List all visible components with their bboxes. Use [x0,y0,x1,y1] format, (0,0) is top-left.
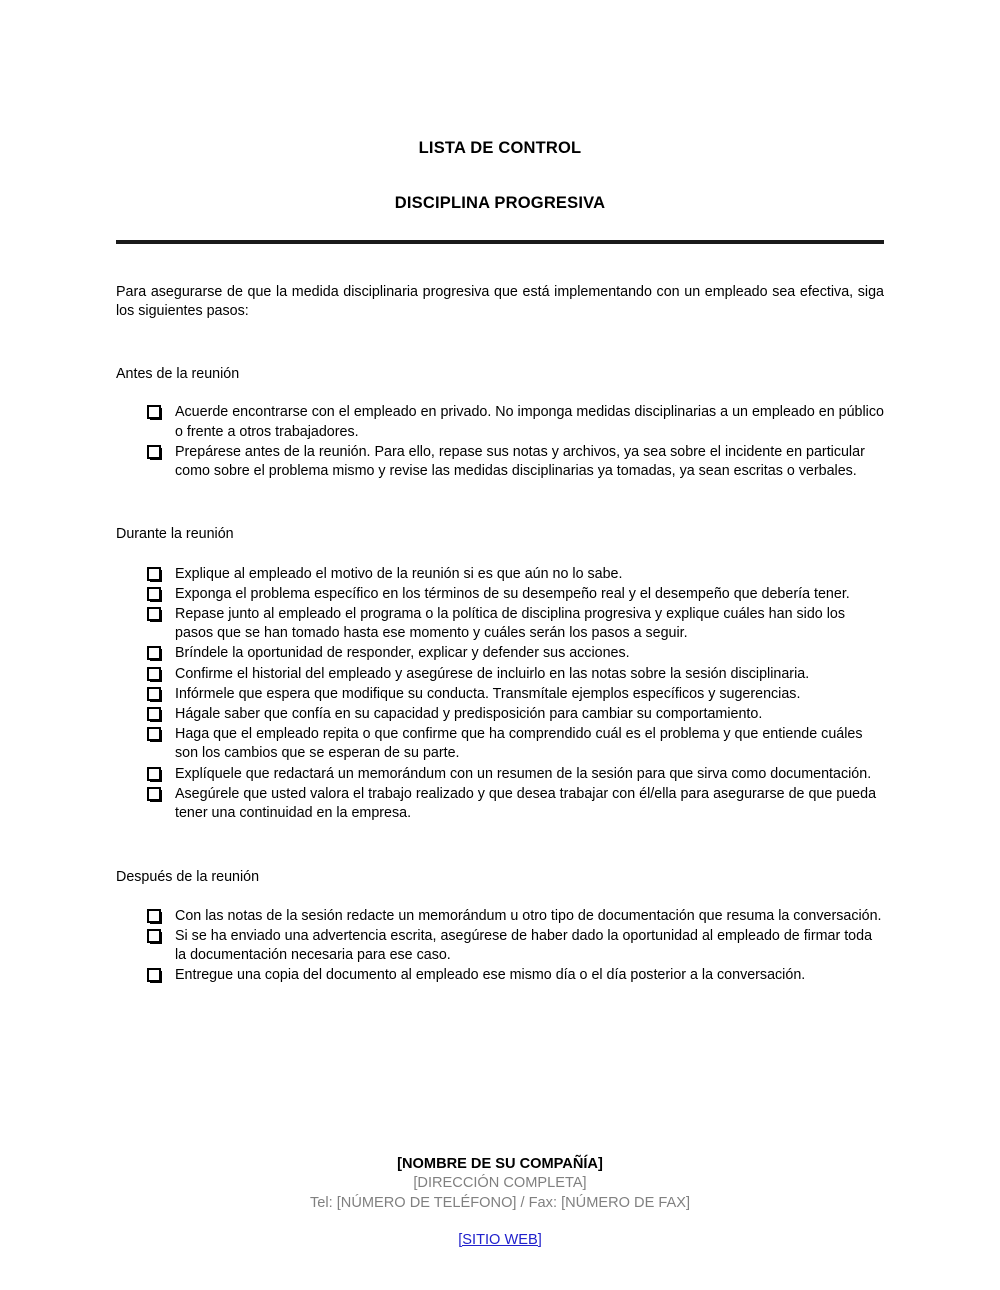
checkbox-icon[interactable] [147,968,162,983]
checkbox-icon[interactable] [147,727,162,742]
checklist-item-label: Hágale saber que confía en su capacidad y predisposición para cambiar su comportamiento. [175,706,763,723]
checkbox-icon[interactable] [147,646,162,661]
checklist-item-label: Acuerde encontrarse con el empleado en privado. No imponga medidas disciplinarias a un empleado en público o frente a otros trabajadores. [175,404,884,440]
checklist-item-label: Bríndele la oportunidad de responder, explicar y defender sus acciones. [175,645,630,662]
checkbox-icon[interactable] [147,767,162,782]
intro-paragraph: Para asegurarse de que la medida disciplinaria progresiva que está implementando con un empleado sea efectiva, siga los siguientes pasos: [116,284,884,320]
checklist-item-label: Explíquele que redactará un memorándum con un resumen de la sesión para que sirva como documentación. [175,765,872,782]
checkbox-icon[interactable] [147,445,162,460]
checklist-item[interactable] [116,585,884,604]
checklist-item[interactable] [116,785,884,823]
checklist-item-label: Infórmele que espera que modifique su conducta. Transmítale ejemplos específicos y sugerencias. [175,685,801,702]
checklist-despues [116,907,884,986]
checkbox-icon[interactable] [147,587,162,602]
checklist-item-label: Repase junto al empleado el programa o la política de disciplina progresiva y explique cuáles han sido los pasos que se han tomado hasta ese momento y cuáles serán los pasos a seguir. [175,605,845,642]
checklist-item-label: Prepárese antes de la reunión. Para ello, repase sus notas y archivos, ya sea sobre el incidente en particular como sobre el problema mismo y revise las medidas disciplinarias ya tomadas, ya sean escritas o verbales. [175,443,865,480]
checklist-item[interactable] [116,565,884,584]
title-block [116,0,884,211]
checkbox-icon[interactable] [147,787,162,802]
document-footer [0,1155,1000,1266]
checkbox-icon[interactable] [147,567,162,582]
checklist-item[interactable] [116,966,884,985]
checklist-item[interactable] [116,644,884,663]
checklist-item-label: Exponga el problema específico en los términos de su desempeño real y el desempeño que debería tener. [175,585,850,602]
section-durante [116,525,884,823]
checklist-item[interactable] [116,685,884,704]
checklist-item-label: Si se ha enviado una advertencia escrita, asegúrese de haber dado la oportunidad al empleado de firmar toda la documentación necesaria para ese caso. [175,927,873,963]
checklist-antes [116,403,884,481]
checkbox-icon[interactable] [147,405,162,420]
checklist-item-label: Entregue una copia del documento al empleado ese mismo día o el día posterior a la conversación. [175,967,806,984]
page-title: LISTA DE CONTROL [418,139,582,157]
checklist-item-label: Con las notas de la sesión redacte un memorándum u otro tipo de documentación que resuma la conversación. [175,907,882,924]
checklist-item[interactable] [116,927,884,965]
checklist-item[interactable] [116,765,884,784]
page-subtitle: DISCIPLINA PROGRESIVA [394,193,606,212]
checkbox-icon[interactable] [147,929,162,944]
checkbox-icon[interactable] [147,667,162,682]
checkbox-icon[interactable] [147,607,162,622]
checklist-item[interactable] [116,605,884,643]
checklist-item-label: Haga que el empleado repita o que confirme que ha comprendido cuál es el problema y que entiende cuáles son los cambios que se esperan de su parte. [175,726,863,762]
checklist-item-label: Asegúrele que usted valora el trabajo realizado y que desea trabajar con él/ella para asegurarse de que pueda tener una continuidad en la empresa. [175,785,877,822]
section-heading: Después de la reunión [116,869,260,886]
checklist-item[interactable] [116,665,884,684]
checkbox-icon[interactable] [147,707,162,722]
checklist-item[interactable] [116,443,884,481]
checklist-item-label: Explique al empleado el motivo de la reunión si es que aún no lo sabe. [175,565,623,582]
footer-address: [DIRECCIÓN COMPLETA] [413,1175,587,1192]
footer-contact: Tel: [NÚMERO DE TELÉFONO] / Fax: [NÚMERO DE FAX] [309,1194,691,1211]
checklist-item[interactable] [116,907,884,926]
section-heading: Antes de la reunión [116,366,240,383]
checklist-durante [116,565,884,824]
checkbox-icon[interactable] [147,909,162,924]
footer-website-link[interactable]: [SITIO WEB] [458,1231,542,1248]
header-divider [116,240,884,244]
checklist-item[interactable] [116,403,884,441]
checkbox-icon[interactable] [147,687,162,702]
document-body [116,0,884,986]
checklist-item-label: Confirme el historial del empleado y asegúrese de incluirlo en las notas sobre la sesión disciplinaria. [175,665,810,682]
section-despues [116,868,884,985]
section-heading: Durante la reunión [116,526,234,543]
checklist-item[interactable] [116,705,884,724]
section-antes [116,365,884,481]
checklist-item[interactable] [116,725,884,763]
footer-company-name: [NOMBRE DE SU COMPAÑÍA] [397,1156,603,1172]
